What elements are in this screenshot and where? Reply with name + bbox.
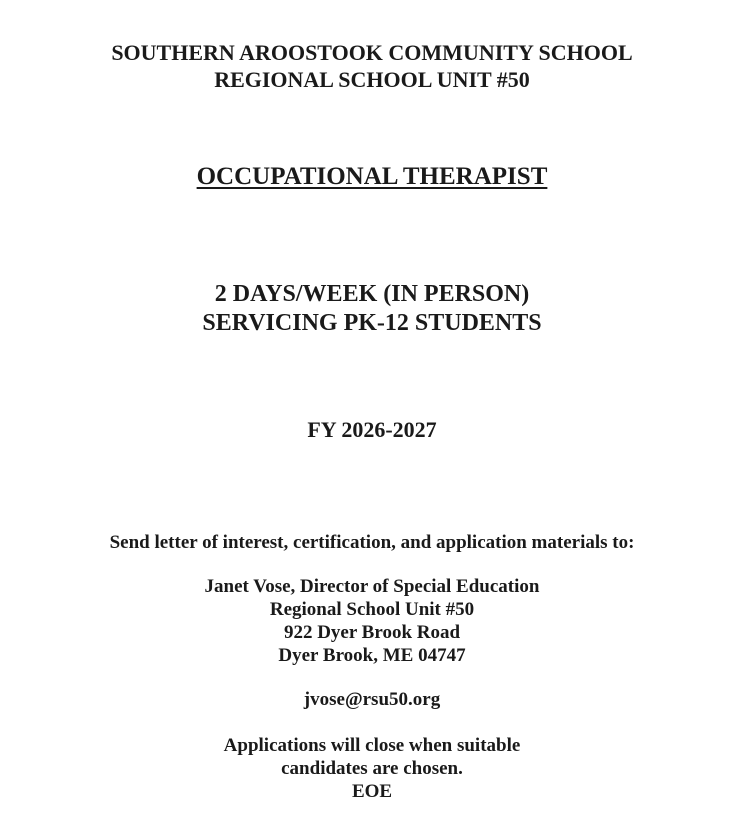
contact-email: jvose@rsu50.org <box>303 689 441 710</box>
contact-city: Dyer Brook, ME 04747 <box>278 645 466 666</box>
contact-street: 922 Dyer Brook Road <box>283 622 461 643</box>
school-unit: REGIONAL SCHOOL UNIT #50 <box>214 67 530 92</box>
fiscal-year: FY 2026-2027 <box>307 417 437 442</box>
position-title: OCCUPATIONAL THERAPIST <box>196 163 548 190</box>
closing-line-1: Applications will close when suitable <box>223 735 521 756</box>
schedule-line: 2 DAYS/WEEK (IN PERSON) <box>214 281 530 307</box>
school-name: SOUTHERN AROOSTOOK COMMUNITY SCHOOL <box>111 40 633 65</box>
eoe-notice: EOE <box>351 781 393 802</box>
contact-organization: Regional School Unit #50 <box>269 599 475 620</box>
application-instructions: Send letter of interest, certification, and application materials to: <box>109 532 635 553</box>
contact-name: Janet Vose, Director of Special Education <box>204 576 540 597</box>
students-line: SERVICING PK-12 STUDENTS <box>202 310 542 336</box>
closing-line-2: candidates are chosen. <box>281 758 463 779</box>
